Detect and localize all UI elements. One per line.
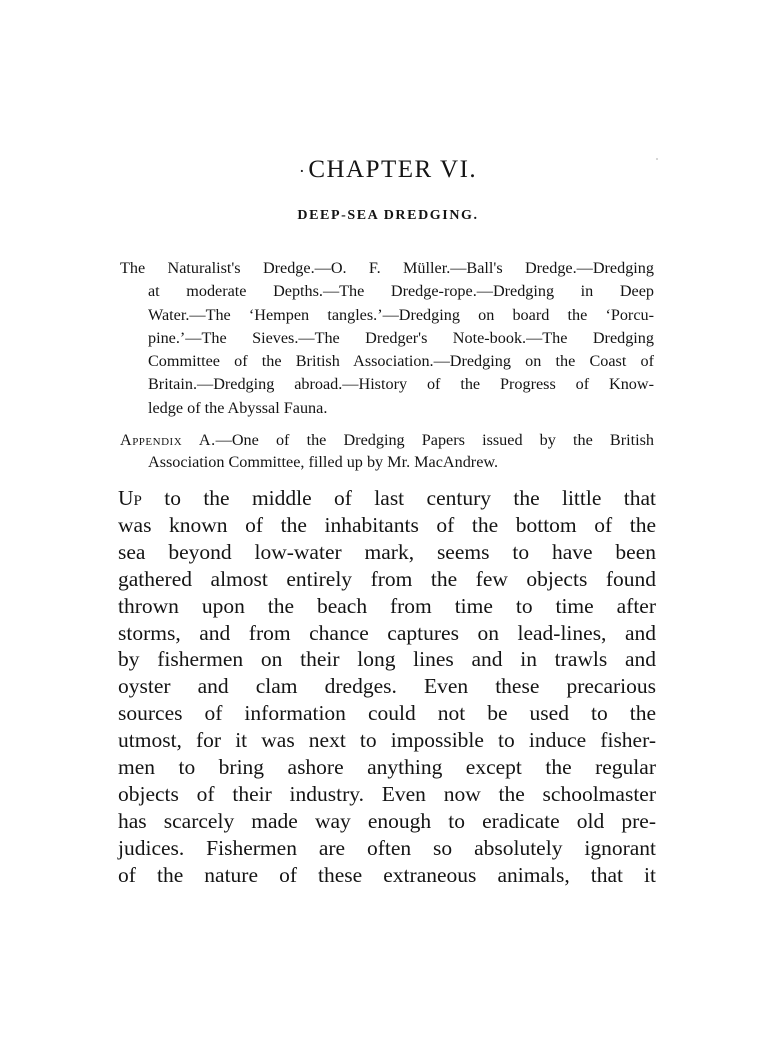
body-line: oyster and clam dredges. Even these precarious [118, 674, 656, 699]
chapter-subtitle: DEEP-SEA DREDGING. [297, 208, 479, 223]
body-line: storms, and from chance captures on lead-lines, and [118, 620, 656, 645]
summary-line: Water.—The ‘Hempen tangles.’—Dredging on board the ‘Porcu- [148, 305, 654, 324]
summary-line: The Naturalist's Dredge.—O. F. Müller.—Ball's Dredge.—Dredging [120, 259, 654, 277]
summary-line: Committee of the British Association.—Dredging on the Coast of [148, 352, 654, 371]
body-line: was known of the inhabitants of the bottom of the [118, 512, 656, 537]
summary-line: ledge of the Abyssal Fauna. [148, 398, 328, 417]
chapter-title [0, 156, 776, 184]
summary-line: pine.’—The Sieves.—The Dredger's Note-book.—The Dredging [148, 328, 654, 347]
body-line: objects of their industry. Even now the schoolmaster [118, 781, 656, 806]
paper-speck [656, 158, 658, 160]
body-line: sea beyond low-water mark, seems to have been [118, 539, 656, 564]
summary-line: at moderate Depths.—The Dredge-rope.—Dredging in Deep [148, 282, 654, 301]
body-line: utmost, for it was next to impossible to induce fisher- [118, 728, 656, 753]
lead-word: Up [118, 486, 142, 510]
body-line: sources of information could not be used to the [118, 701, 656, 726]
chapter-marker: · [298, 160, 307, 181]
appendix-line-rest: —One of the Dredging Papers issued by the British [215, 431, 655, 449]
body-line: thrown upon the beach from time to time after [118, 593, 656, 618]
appendix-line [120, 429, 654, 451]
body-line: by fishermen on their long lines and in trawls and [118, 647, 656, 672]
body-line: gathered almost entirely from the few objects found [118, 566, 656, 591]
body-line: has scarcely made way enough to eradicate old pre- [118, 808, 656, 833]
body-line: men to bring ashore anything except the regular [118, 755, 656, 780]
body-line: judices. Fishermen are often so absolutely ignorant [118, 835, 656, 860]
appendix-label: Appendix A. [120, 431, 216, 449]
appendix-line: Association Committee, filled up by Mr. MacAndrew. [148, 453, 499, 471]
summary-line: Britain.—Dredging abroad.—History of the Progress of Know- [148, 375, 654, 394]
body-line [118, 485, 656, 512]
body-line: of the nature of these extraneous animals, that it [118, 862, 656, 887]
chapter-summary [120, 257, 654, 420]
appendix-note [120, 429, 654, 473]
chapter-title-text: CHAPTER VI. [308, 156, 478, 183]
body-line-rest: to the middle of last century the little that [141, 486, 656, 510]
body-paragraph [118, 485, 656, 889]
